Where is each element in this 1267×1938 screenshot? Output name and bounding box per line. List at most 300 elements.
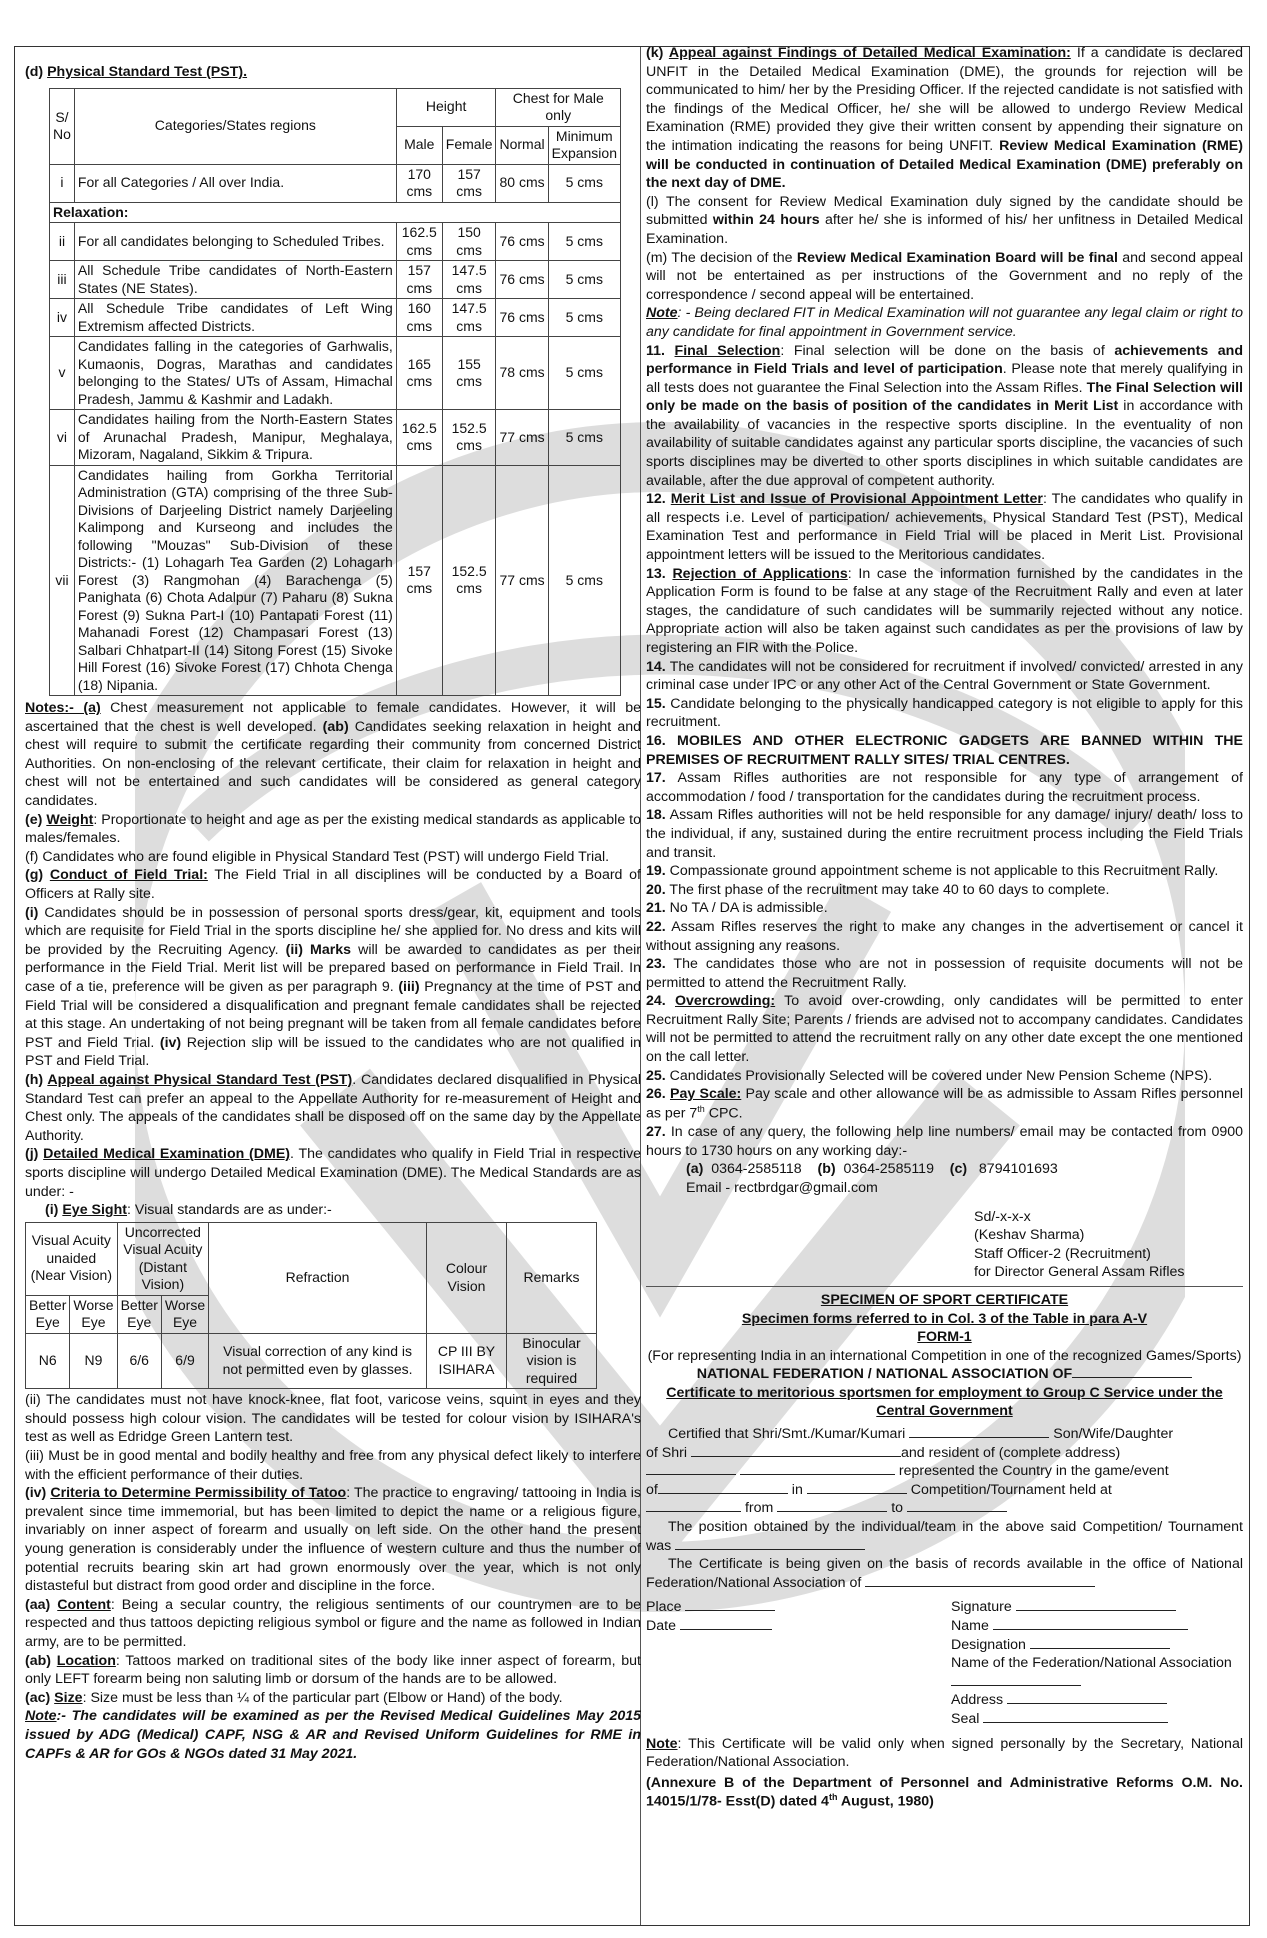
cell-exp: 5 cms [548,465,620,696]
p12-text: : The candidates who qualify in all respects i.e. Level of participation/ achievements, Physical Standard Test (PST), Medical Examination Test and performance in Field Trial will be placed in Merit List. Provisional appointment letters will be issued to the Meritorious candidates. [646,491,1243,564]
cert-note-label: Note [646,1735,678,1752]
p15-text: Candidate belonging to the physically handicapped category is not eligible to apply for this recruitment. [646,695,1243,731]
col-sno: S/ No [50,88,75,164]
para-26 [646,1085,1243,1123]
p26-a: Pay scale and other allowance will be as admissible to Assam Rifles personnel as per 7 [646,1086,1243,1122]
cell-female: 152.5 cms [442,465,496,696]
p20-text: The first phase of the recruitment may take 40 to 60 days to complete. [665,881,1110,898]
cell-male: 157 cms [396,465,442,696]
j-title: Detailed Medical Examination (DME) [43,1146,291,1163]
m-b: Review Medical Examination Board will be final [796,249,1118,266]
p13-num: 13. [646,565,673,582]
p24-text: To avoid over-crowding, only candidates will be permitted to enter Recruitment Rally Site; Parents / friends are advised not to accompany candidates. Candidates will not be permitted to attend the recruitment rally on any other date except the one mentioned on the call letter. [646,993,1243,1066]
final-note-text: :- The candidates will be examined as per the Revised Medical Guidelines May 2015 issued by ADG (Medical) CAPF, NSG & AR and Revised Uniform Guidelines for RME in CAPFs & AR for GOs & NGOs dated 31 May 2021. [25,1708,641,1762]
cell-exp: 5 cms [548,261,620,299]
blank-to[interactable] [907,1499,1007,1512]
cell-male: 162.5 cms [396,223,442,261]
para-17 [646,769,1243,806]
para-25 [646,1067,1243,1086]
cell-male: 170 cms [396,164,442,202]
h-label: (h) [25,1071,48,1088]
right-column [646,44,1243,1812]
cell-exp: 5 cms [548,410,620,466]
table-row [50,223,621,261]
iv-title: Criteria to Determine Permissibility of Tatoo [50,1485,347,1502]
cell-category: Candidates falling in the categories of Garhwalis, Kumaonis, Dogras, Marathas and candidates belonging to the States/ UTs of Assam, Himachal Pradesh, Jammu & Kashmir and Ladakh. [74,337,396,410]
table-row [50,465,621,696]
eye-colour: CP III BY ISIHARA [427,1333,507,1389]
k-title: Appeal against Findings of Detailed Medical Examination: [668,45,1071,61]
phone-a[interactable]: 0364-2585118 [711,1161,802,1178]
phone-c[interactable]: 8794101693 [978,1161,1058,1178]
notes-a-text: Chest measurement not applicable to female candidates. However, it will be ascertained that the chest is well developed. [25,700,641,735]
table-row [50,337,621,410]
signature-line [951,1598,1243,1617]
form-title: FORM-1 [917,1329,972,1346]
para-k [646,44,1243,193]
gi-label: (i) [25,904,39,921]
p11-e: in accordance with the availability of vacancies in the respective sports discipline. In the eventuality of non availability of suitable candidates against any particular sports discipline, the vacancies of such sports disciplines may be diverted to other sports disciplines in which suitable candidates are available, after the due approval of competent authority. [646,398,1243,489]
l-c: after he/ she is informed of his/ her unfitness in Detailed Medical Examination. [646,212,1243,247]
blank-from[interactable] [777,1499,887,1512]
pst-heading-label: (d) [25,64,48,80]
name-line [951,1617,1243,1636]
para-14 [646,658,1243,695]
pst-heading-title: Physical Standard Test (PST). [47,64,248,80]
g-title: Conduct of Field Trial: [49,867,208,884]
cert-l5: from [744,1500,774,1517]
p15-num: 15. [646,695,666,712]
p14-num: 14. [646,658,666,675]
para-27 [646,1123,1243,1160]
para-f: (f) Candidates who are found eligible in Physical Standard Test (PST) will undergo Field Trial. [25,848,610,865]
specimen-section [646,1286,1243,1812]
sig-line-2: (Keshav Sharma) [974,1227,1085,1244]
phone-a-label: (a) [686,1161,704,1178]
cell-normal: 76 cms [496,223,548,261]
annexure-a: (Annexure B of the Department of Personnel and Administrative Reforms O.M. No. 14015/1/78- Esst(D) dated 4 [646,1774,1243,1811]
blank-name[interactable] [909,1425,1049,1438]
blank-address-2[interactable] [740,1462,895,1475]
cert-l3: represented the Country in the game/event [898,1463,1169,1480]
cell-normal: 78 cms [496,337,548,410]
cell-male: 160 cms [396,299,442,337]
cert-l4a: of [646,1481,658,1498]
p17-num: 17. [646,770,666,787]
gi-text: Candidates should be in possession of personal sports dress/gear, kit, equipment and tools which are requisite for Field Trial in the sports discipline he/ she applied for. No dress and kits will be provided by the Recruiting Agency. [25,904,641,958]
ac-title: Size [54,1689,83,1706]
iv-label: (iv) [25,1485,51,1502]
cert-l4c: Competition/Tournament held at [910,1481,1112,1498]
ab-label: (ab) [25,1652,57,1669]
address-label: Address [951,1692,1004,1709]
federation-line [646,1365,1243,1384]
gii-label: (ii) Marks [285,941,352,958]
p22-num: 22. [646,918,666,935]
giv-text: Rejection slip will be issued to the candidates who are not qualified in PST and Field Trial. [25,1034,641,1070]
eye-v4: 6/9 [161,1333,208,1389]
aa-text: : Being a secular country, the religious sentiments of our countrymen are to be respected and thus tattoos depicting religious symbol or figure and the name as followed in Indian army, are to be permitted. [25,1596,641,1650]
h-text: . Candidates declared disqualified in Physical Standard Test can prefer an appeal to the Appellate Authority for re-measurement of Height and Chest only. The appeals of the candidates shall be disposed off on the same day by the Appellate Authority. [25,1071,641,1144]
cell-sno: i [50,164,75,202]
final-note-label: Note [25,1708,57,1725]
cert-note [646,1735,1243,1772]
signature-label: Signature [951,1599,1012,1616]
para-18 [646,806,1243,862]
phone-c-label: (c) [949,1161,968,1178]
p12-num: 12. [646,491,671,508]
p12-title: Merit List and Issue of Provisional Appointment Letter [670,491,1043,508]
cell-female: 157 cms [442,164,496,202]
designation-line [951,1636,1243,1655]
l-a: (l) The consent for Review Medical Examination duly signed by the candidate should be submitted [646,193,1243,229]
p24-title: Overcrowding: [675,993,776,1010]
j-label: (j) [25,1146,44,1163]
cert-l5b: to [891,1500,904,1517]
cert-line-6 [646,1518,1243,1555]
para-ac [25,1689,641,1708]
eye-v1: N6 [26,1333,70,1389]
cell-exp: 5 cms [548,223,620,261]
para-m [646,249,1243,305]
cell-male: 157 cms [396,261,442,299]
eye-refraction: Visual correction of any kind is not permitted even by glasses. [209,1333,427,1389]
aa-title: Content [57,1596,111,1613]
para-e [25,811,641,848]
p23-text: The candidates those who are not in possession of requisite documents will not be permitted to attend the Recruitment Rally. [646,956,1243,991]
specimen-title: SPECIMEN OF SPORT CERTIFICATE [820,1291,1069,1308]
p21-num: 21. [646,900,666,917]
j-text: . The candidates who qualify in Field Trial in respective sports discipline will undergo Detailed Medical Examination (DME). The Medical Standards are as under: - [25,1146,641,1200]
cell-category: All Schedule Tribe candidates of North-Eastern States (NE States). [74,261,396,299]
table-row [26,1333,597,1389]
aa-label: (aa) [25,1596,58,1613]
annexure-b: August, 1980) [837,1794,934,1811]
para-16: 16. MOBILES AND OTHER ELECTRONIC GADGETS ARE BANNED WITHIN THE PREMISES OF RECRUITMENT RALLY SITES/ TRIAL CENTRES. [646,732,1243,768]
blank-fed-name[interactable] [951,1673,1081,1686]
cell-female: 147.5 cms [442,299,496,337]
left-column [25,53,641,1763]
giii-label: (iii) [398,979,420,995]
m-c: and second appeal will not be entertained as per instructions of the Government and no reply of the correspondence / second appeal will be entertained. [646,249,1243,303]
para-20 [646,881,1243,900]
k-bold: Review Medical Examination (RME) will be conducted in continuation of Detailed Medical Examination (DME) preferably on the next day of DME. [646,137,1243,192]
eye-worse-2: Worse Eye [161,1295,208,1333]
sig-line-4: for Director General Assam Rifles [974,1264,1185,1281]
col-chest: Chest for Male only [496,88,621,126]
ac-text: : Size must be less than ¼ of the particular part (Elbow or Hand) of the body. [82,1689,563,1706]
notes-label: Notes:- (a) [25,700,101,717]
para-12 [646,490,1243,564]
para-24 [646,992,1243,1066]
form-note: (For representing India in an international Competition in one of the recognized Games/Sports) [647,1347,1242,1364]
seal-label: Seal [951,1710,980,1727]
blank-date[interactable] [680,1617,772,1630]
phone-b[interactable]: 0364-2585119 [843,1161,934,1178]
final-note [25,1707,641,1763]
ac-label: (ac) [25,1689,55,1706]
address-line [951,1691,1243,1710]
p11-c: . Please note that merely qualifying in all tests does not guarantee the Final Selection into the Assam Rifles. [646,361,1243,396]
p25-text: Candidates Provisionally Selected will be covered under New Pension Scheme (NPS). [665,1067,1213,1084]
note-text: : - Being declared FIT in Medical Examination will not guarantee any legal claim or right to any candidate for final appointment in Government service. [646,305,1243,340]
cert-line-1 [668,1425,1243,1444]
cert-l4b: in [791,1481,803,1498]
eye-h-colour: Colour Vision [427,1222,507,1333]
eye-better-1: Better Eye [26,1295,70,1333]
eye-table [25,1222,597,1390]
name-label: Name [951,1618,989,1635]
para-iv [25,1484,641,1596]
para-15 [646,695,1243,732]
p11-a: : Final selection will be done on the basis of [780,342,1115,359]
para-23 [646,955,1243,992]
relaxation-label: Relaxation: [50,202,621,223]
p11-d: The Final Selection will only be made on the basis of position of the candidates in Merit List [646,379,1243,415]
para-13 [646,565,1243,658]
blank-address[interactable] [1007,1691,1167,1704]
l-b: within 24 hours [712,212,820,229]
p26-b: CPC. [704,1105,743,1122]
cell-category: All Schedule Tribe candidates of Left Wing Extremism affected Districts. [74,299,396,337]
col-female: Female [442,126,496,164]
p11-title: Final Selection [674,342,781,359]
notes-ab-label: (ab) [322,718,349,735]
document-page [14,46,1250,1926]
cell-male: 165 cms [396,337,442,410]
fed-name-label: Name of the Federation/National Association [951,1655,1232,1672]
para-ab [25,1652,641,1689]
p27-num: 27. [646,1124,666,1141]
p13-text: : In case the information furnished by the candidates in the Application Form is found to be false at any stage of the Recruitment Rally and even at later stages, the candidature of such candidates will be summarily rejected without any notice. Appropriate action will also be taken against such candidates as per the provisions of law by registering an FIR with the Police. [646,565,1243,656]
para-11 [646,342,1243,491]
eye-h-aided: Visual Acuity unaided (Near Vision) [26,1222,118,1295]
relaxation-row [50,202,621,223]
blank-place[interactable] [685,1598,775,1611]
p26-num: 26. [646,1086,670,1103]
cell-sno: vi [50,410,75,466]
p18-text: Assam Rifles authorities will not be held responsible for any damage/ injury/ death/ loss to the individual, if any, sustained during the entire recruitment process including the Field Trials and transit. [646,807,1243,861]
cell-category: For all candidates belonging to Scheduled Tribes. [74,223,396,261]
cell-exp: 5 cms [548,164,620,202]
federation-blank[interactable] [1072,1365,1192,1378]
specimen-subtitle: Specimen forms referred to in Col. 3 of the Table in para A-V [741,1310,1148,1327]
notes-a [25,699,641,811]
cell-normal: 80 cms [496,164,548,202]
giv-label: (iv) [159,1034,182,1051]
para-g [25,866,641,903]
para-l [646,193,1243,249]
blank-designation[interactable] [1030,1636,1170,1649]
eye-h-uncorrected: Uncorrected Visual Acuity (Distant Vision) [117,1222,209,1295]
e-label: (e) [25,811,47,828]
seal-line [951,1710,1243,1729]
date-label: Date [646,1618,676,1635]
notes-ab-text: Candidates seeking relaxation in height and chest will require to submit the certificate regarding their community from concerned District Authorities. On non-enclosing of the relevant certificate, their claim for relaxation in height and chest will not be entertained and such candidates will be considered as general category candidates. [25,718,641,810]
para-19 [646,862,1243,881]
giii-text: Pregnancy at the time of PST and Field Trial will be considered a disqualification and pregnant female candidates shall be rejected at this stage. An undertaking of not being pregnant will be taken from all female candidates before PST and Field Trial. [25,979,641,1051]
g-text: The Field Trial in all disciplines will be conducted by a Board of Officers at Rally site. [25,867,641,903]
blank-sig-name[interactable] [993,1617,1188,1630]
k-label: (k) [646,45,669,61]
cell-normal: 76 cms [496,299,548,337]
p21-text: No TA / DA is admissible. [665,900,828,917]
eye-v3: 6/6 [117,1333,161,1389]
blank-association[interactable] [865,1574,1095,1587]
p11-num: 11. [646,342,675,359]
table-row [50,261,621,299]
note-fit [646,304,1243,341]
p26-title: Pay Scale: [669,1086,742,1103]
eye-worse-1: Worse Eye [70,1295,117,1333]
pst-heading [25,63,641,82]
col-normal: Normal [496,126,548,164]
cert-line-3 [646,1462,1243,1481]
cell-sno: v [50,337,75,410]
blank-seal[interactable] [983,1710,1168,1723]
p24-num: 24. [646,993,675,1010]
certificate-title: Certificate to meritorious sportsmen for employment to Group C Service under the Central Government [666,1384,1223,1420]
cell-female: 155 cms [442,337,496,410]
k-text: If a candidate is declared UNFIT in the Detailed Medical Examination (DME), the grounds for rejection will be communicated to him/ her by the Presiding Officer. If the rejected candidate is not satisfied with the findings of the Medical Officer, he/ she will be allowed to undergo Review Medical Examination (RME) provided they give their written consent by appending their signature on the intimation indicating the reasons for being UNFIT. [646,45,1243,154]
annexure-note [646,1774,1243,1812]
blank-father[interactable] [691,1444,901,1457]
eye-better-2: Better Eye [117,1295,161,1333]
para-g-sub [25,904,641,1071]
para-ii: (ii) The candidates must not have knock-knee, flat foot, varicose veins, squint in eyes and they should possess high colour vision. The candidates will be tested for colour vision by ISIHARA's test as well as Edridge Green Lantern test. [25,1392,641,1446]
sig-line-3: Staff Officer-2 (Recruitment) [974,1245,1151,1262]
p27-text: In case of any query, the following help line numbers/ email may be contacted from 0900 hours to 1730 hours on any working day:- [646,1124,1243,1159]
col-categories: Categories/States regions [74,88,396,164]
col-min-exp: Minimum Expansion [548,126,620,164]
p19-num: 19. [646,863,666,880]
note-label: Note [646,305,678,322]
cell-sno: vii [50,465,75,696]
para-h [25,1071,641,1145]
p11-b: achievements and performance in Field Trials and level of participation [646,342,1243,378]
para-j [25,1145,641,1201]
signature-block [974,1208,1243,1282]
e-title: Weight [46,811,94,828]
ab-title: Location [56,1652,116,1669]
cert-sign-area [646,1598,1243,1728]
eye-v2: N9 [70,1333,117,1389]
g-label: (g) [25,867,50,884]
p22-text: Assam Rifles reserves the right to make any changes in the advertisement or cancel it without assigning any reasons. [646,918,1243,954]
cert-l7: The Certificate is being given on the basis of records available in the office of National Federation/National Association of [646,1556,1243,1591]
cert-line-2 [646,1444,1243,1463]
eye-sight [45,1201,641,1220]
cert-l2b: and resident of (complete address) [900,1444,1121,1461]
cert-line-7 [646,1555,1243,1592]
cell-exp: 5 cms [548,299,620,337]
sig-line-1: Sd/-x-x-x [974,1208,1031,1225]
annexure-sup: th [828,1792,838,1803]
cert-line-4 [646,1481,1243,1500]
cert-line-5 [646,1499,1243,1518]
cell-category: Candidates hailing from Gorkha Territorial Administration (GTA) comprising of the three Sub-Divisions of Darjeeling District namely Darjeeling Kalimpong and Kurseong and includes the following "Mouzas" Sub-Division of these Districts:- (1) Lohagarh Tea Garden (2) Lohagarh Forest (3) Rangmohan (4) Barachenga (5) Panighata (6) Chota Adalpur (7) Paharu (8) Sukna Forest (9) Sukna Part-I (10) Pantapati Forest (11) Mahanadi Forest (12) Champasari Forest (13) Salbari Chhatpart-II (14) Sitong Forest (15) Sivoke Hill Forest (16) Sivoke Forest (17) Chhota Chenga (18) Nipania. [74,465,396,696]
cell-sno: iv [50,299,75,337]
cert-l6: The position obtained by the individual/team in the above said Competition/ Tournament was [646,1519,1243,1554]
cell-normal: 76 cms [496,261,548,299]
p19-text: Compassionate ground appointment scheme is not applicable to this Recruitment Rally. [665,863,1219,880]
table-row [50,410,621,466]
helpline-numbers [686,1160,1243,1179]
blank-game[interactable] [658,1481,788,1494]
place-line [646,1598,951,1617]
cell-female: 152.5 cms [442,410,496,466]
cell-normal: 77 cms [496,410,548,466]
para-22 [646,918,1243,955]
cert-l1a: Certified that Shri/Smt./Kumar/Kumari [668,1426,906,1443]
para-21 [646,899,1243,918]
cell-normal: 77 cms [496,465,548,696]
p23-num: 23. [646,956,666,973]
blank-address-1[interactable] [646,1462,736,1475]
h-title: Appeal against Physical Standard Test (PST) [47,1071,353,1088]
eye-remarks: Binocular vision is required [507,1333,597,1389]
eye-title: Eye Sight [62,1202,127,1219]
table-row [50,299,621,337]
cell-sno: iii [50,261,75,299]
blank-position[interactable] [675,1537,865,1550]
col-male: Male [396,126,442,164]
designation-label: Designation [951,1636,1026,1653]
p18-num: 18. [646,807,666,824]
cell-category: For all Categories / All over India. [74,164,396,202]
eye-text: : Visual standards are as under:- [127,1202,332,1219]
cert-l2a: of Shri [646,1444,688,1461]
p13-title: Rejection of Applications [672,565,848,582]
p26-sup: th [697,1103,705,1114]
helpline-email[interactable]: Email - rectbrdgar@gmail.com [686,1179,878,1196]
cell-exp: 5 cms [548,337,620,410]
place-label: Place [646,1599,682,1616]
eye-label: (i) [45,1202,63,1219]
date-line [646,1617,951,1636]
para-iii: (iii) Must be in good mental and bodily healthy and free from any physical defect likely to interfere with the efficient performance of their duties. [25,1448,641,1483]
blank-signature[interactable] [1016,1598,1176,1611]
para-aa [25,1596,641,1652]
blank-venue[interactable] [646,1499,741,1512]
pst-table [49,88,621,697]
cell-category: Candidates hailing from the North-Eastern States of Arunachal Pradesh, Manipur, Meghalaya, Mizoram, Nagaland, Sikkim & Tripura. [74,410,396,466]
p17-text: Assam Rifles authorities are not responsible for any type of arrangement of accommodation / food / transportation for the candidates during the recruitment process. [646,770,1243,805]
gii-text: will be awarded to candidates as per their performance in the Field Trial. Merit list will be prepared based on performance in Field Trail. In case of a tie, preference will be given as per paragraph 9. [25,941,641,995]
p25-num: 25. [646,1067,666,1084]
cell-male: 162.5 cms [396,410,442,466]
iv-text: : The practice to engraving/ tattooing in India is prevalent since time immemorial, but has been limited to depict the name or a religious figure, invariably on inner aspect of forearm and usually on left side. On the other hand the present young generation is considerably under the influence of western culture and thus the number of potential recruits bearing skin art had grown enormously over the year, which is not only distasteful but distract from good order and discipline in the force. [25,1485,641,1595]
signatory-fields [951,1598,1243,1728]
fed-name-line [951,1654,1243,1691]
m-a: (m) The decision of the [646,249,797,266]
table-row [50,164,621,202]
eye-h-refraction: Refraction [209,1222,427,1333]
eye-h-remarks: Remarks [507,1222,597,1333]
federation-text: NATIONAL FEDERATION / NATIONAL ASSOCIATION OF [696,1366,1073,1383]
p20-num: 20. [646,881,666,898]
cert-l1b: Son/Wife/Daughter [1053,1426,1174,1443]
ab-text: : Tattoos marked on traditional sites of the body like inner aspect of forearm, but only LEFT forearm being non saluting limb or dorsum of the hands are to be allowed. [25,1652,641,1688]
cell-female: 150 cms [442,223,496,261]
p14-text: The candidates will not be considered for recruitment if involved/ convicted/ arrested in any criminal case under IPC or any other Act of the Central Government or State Government. [646,658,1243,694]
cert-note-text: : This Certificate will be valid only when signed personally by the Secretary, National Federation/National Association. [646,1735,1243,1771]
phone-b-label: (b) [817,1161,836,1178]
cell-female: 147.5 cms [442,261,496,299]
col-height: Height [396,88,496,126]
place-date [646,1598,951,1728]
blank-competition[interactable] [807,1481,907,1494]
